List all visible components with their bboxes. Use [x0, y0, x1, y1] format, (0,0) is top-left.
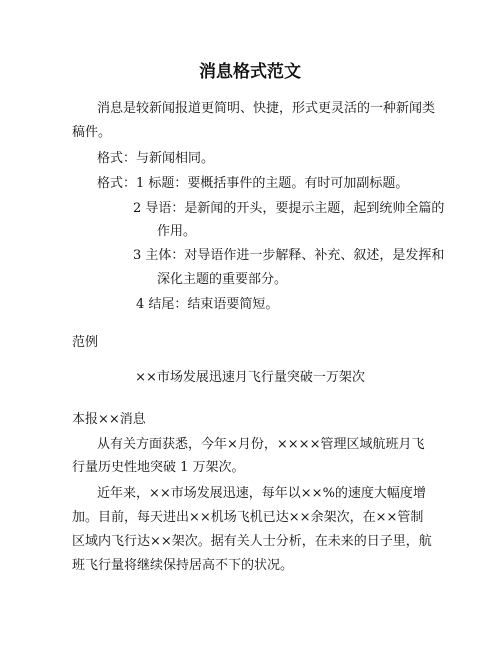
intro-line-1: 消息是较新闻报道更简明、快捷，形式更灵活的一种新闻类 [97, 101, 436, 116]
format-item-3-line-1: 3 主体：对导语作进一步解释、补充、叙述，是发挥和 [133, 248, 445, 263]
document-title: 消息格式范文 [199, 62, 301, 82]
para-1-line-2: 行量历史性地突破 1 万架次。 [72, 460, 245, 475]
example-title: ××市场发展迅速月飞行量突破一万架次 [135, 370, 365, 385]
format-line-1: 格式：与新闻相同。 [97, 151, 215, 166]
format-item-3-line-2: 深化主题的重要部分。 [157, 272, 288, 287]
para-2-line-3: 区域内飞行达××架次。据有关人士分析，在未来的日子里，航 [72, 534, 432, 549]
para-2-line-2: 加。目前，每天进出××机场飞机已达××余架次，在××管制 [72, 510, 424, 525]
byline: 本报××消息 [72, 412, 146, 427]
format-item-1: 1 标题：要概括事件的主题。有时可加副标题。 [136, 176, 409, 191]
intro-line-2: 稿件。 [72, 125, 112, 140]
format-item-2-line-1: 2 导语：是新闻的开头，要提示主题，起到统帅全篇的 [133, 201, 445, 216]
para-1-line-1: 从有关方面获悉，今年×月份，××××管理区域航班月飞 [97, 437, 425, 452]
format-prefix: 格式： [97, 176, 137, 191]
format-item-2-line-2: 作用。 [157, 224, 197, 239]
para-2-line-1: 近年来，××市场发展迅速，每年以××%的速度大幅度增 [97, 486, 426, 501]
example-label: 范例 [72, 335, 99, 350]
format-item-4: 4 结尾：结束语要简短。 [136, 297, 279, 312]
para-2-line-4: 班飞行量将继续保持居高不下的状况。 [72, 558, 294, 573]
